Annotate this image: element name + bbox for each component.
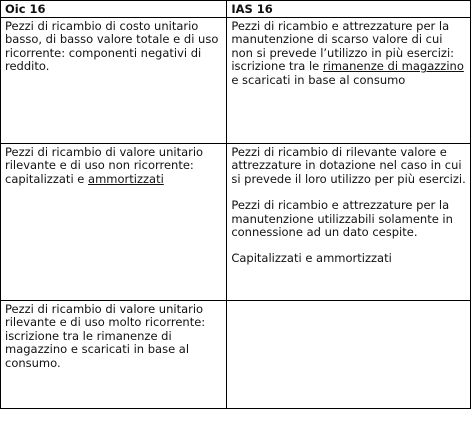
paragraph-text: e scaricati in base al consumo (231, 72, 406, 87)
cell-paragraph (231, 20, 466, 87)
paragraph-text: Pezzi di ricambio di costo unitario basso, di basso valore totale e di uso ricorrente: componenti negativi di reddito. (5, 19, 219, 74)
cell-paragraph (5, 20, 222, 74)
paragraph-text: Capitalizzati e ammortizzati (231, 251, 392, 266)
table-row (1, 18, 471, 144)
cell-oic16 (1, 144, 227, 301)
paragraph-text: Pezzi di ricambio di valore unitario rilevante e di uso non ricorrente: capitalizzati e (5, 145, 204, 186)
cell-paragraph (5, 146, 222, 186)
cell-paragraph (231, 252, 466, 265)
underlined-term: ammortizzati (88, 171, 164, 186)
header-ias16: IAS 16 (227, 1, 471, 18)
paragraph-text: Pezzi di ricambio e attrezzature per la manutenzione di scarso valore di cui non si prevede l’utilizzo in più esercizi: iscrizione tra le (231, 19, 455, 74)
cell-paragraph (5, 303, 222, 370)
cell-oic16 (1, 18, 227, 144)
cell-ias16 (227, 18, 471, 144)
cell-paragraph (231, 199, 466, 239)
paragraph-text: Pezzi di ricambio di valore unitario rilevante e di uso molto ricorrente: iscrizione tra le rimanenze di magazzino e scaricati in base al consumo. (5, 302, 206, 370)
table-row (1, 301, 471, 409)
header-oic16: Oic 16 (1, 1, 227, 18)
paragraph-text: Pezzi di ricambio e attrezzature per la manutenzione utilizzabili solamente in connessione ad un dato cespite. (231, 198, 453, 240)
table-row (1, 144, 471, 301)
cell-oic16 (1, 301, 227, 409)
cell-paragraph (231, 146, 466, 186)
cell-ias16-empty (227, 301, 471, 409)
cell-ias16 (227, 144, 471, 301)
underlined-term: rimanenze di magazzino (322, 59, 464, 74)
paragraph-text: Pezzi di ricambio di rilevante valore e attrezzature in dotazione nel caso in cui si prevede il loro utilizzo per più esercizi. (231, 145, 466, 186)
header-row (1, 1, 471, 18)
